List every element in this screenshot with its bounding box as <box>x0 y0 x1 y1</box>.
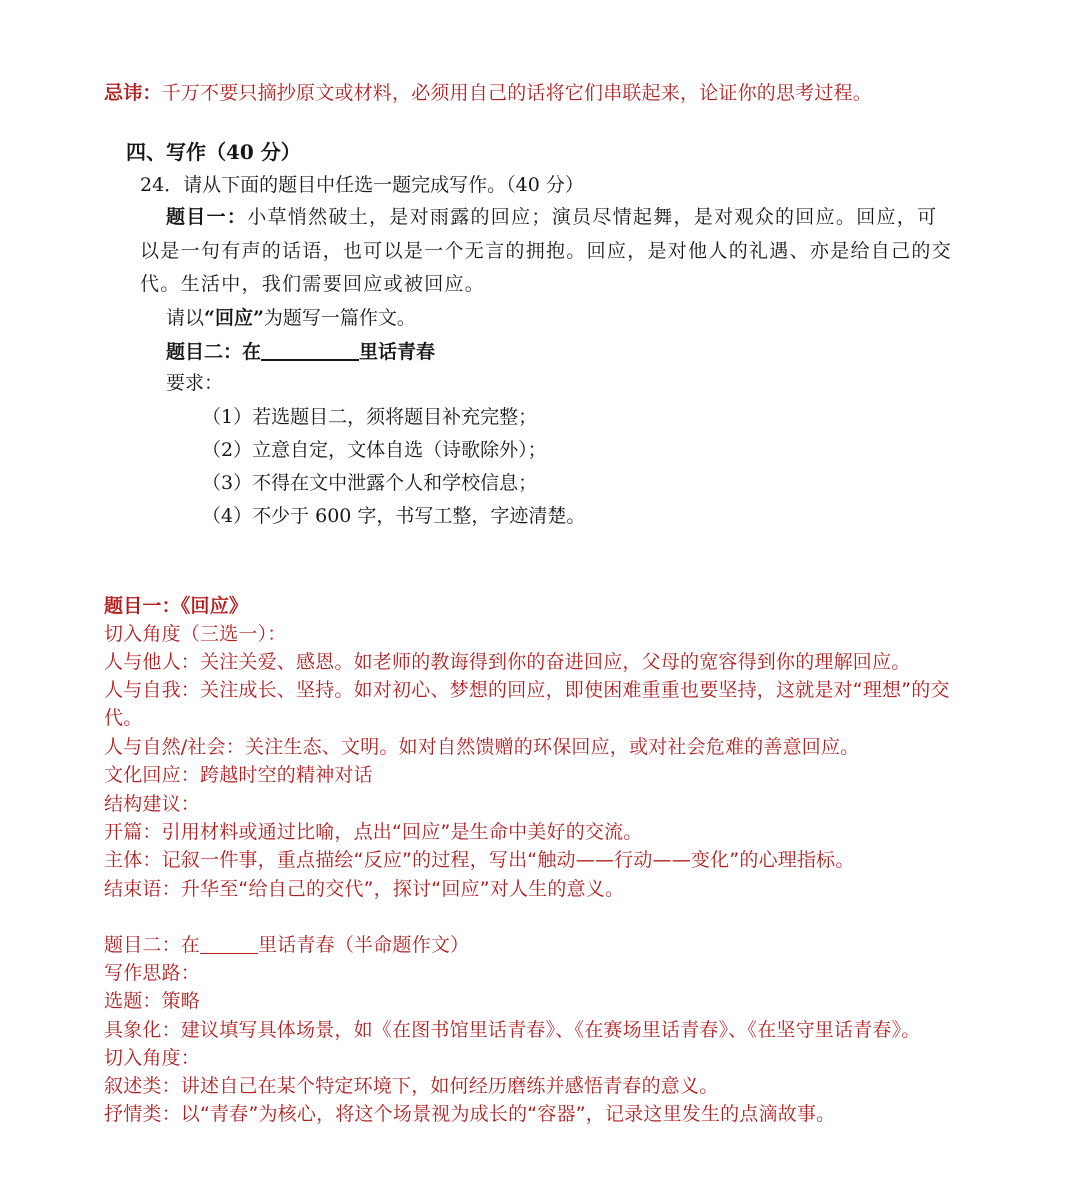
warning-label: 忌讳： <box>104 82 162 104</box>
topic2-label-pre: 题目二：在 <box>166 341 262 363</box>
guide-angle-2: 人与自我：关注成长、坚持。如对初心、梦想的回应，即使困难重重也要坚持，这就是对“理想”的交 <box>104 679 950 701</box>
guide-topic2-title <box>104 936 469 955</box>
requirement-3: （3）不得在文中泄露个人和学校信息； <box>202 472 538 494</box>
topic2-blank <box>261 341 359 361</box>
guide-angle-1: 人与他人：关注关爱、感恩。如老师的教诲得到你的奋进回应，父母的宽容得到你的理解回应。 <box>104 651 911 673</box>
guide-structure-3: 结束语：升华至“给自己的交代”，探讨“回应”对人生的意义。 <box>104 878 625 900</box>
topic1-text-line1: 小草悄然破土，是对雨露的回应；演员尽情起舞，是对观众的回应。回应，可 <box>247 206 938 228</box>
question-24: 24．请从下面的题目中任选一题完成写作。（40 分） <box>140 174 584 196</box>
guide-topic2-blank <box>200 937 258 954</box>
requirement-1: （1）若选题目二，须将题目补充完整； <box>202 406 538 428</box>
guide-concrete: 具象化：建议填写具体场景，如《在图书馆里话青春》、《在赛场里话青春》、《在坚守里话青春》。 <box>104 1019 921 1041</box>
topic1-line2: 以是一句有声的话语，也可以是一个无言的拥抱。回应，是对他人的礼遇、亦是给自己的交 <box>140 240 953 262</box>
guide-angle-3: 人与自然/社会：关注生态、文明。如对自然馈赠的环保回应，或对社会危难的善意回应。 <box>104 736 860 758</box>
guide-topic2-title-pre: 题目二：在 <box>104 934 201 956</box>
guide-topic2-title-post: 里话青春（半命题作文） <box>258 934 470 956</box>
guide-structure-1: 开篇：引用材料或通过比喻，点出“回应”是生命中美好的交流。 <box>104 821 643 843</box>
requirement-2: （2）立意自定，文体自选（诗歌除外）； <box>202 439 547 461</box>
warning-text: 千万不要只摘抄原文或材料，必须用自己的话将它们串联起来，论证你的思考过程。 <box>161 82 873 104</box>
topic1-label: 题目一： <box>166 206 248 228</box>
guide-narrative: 叙述类：讲述自己在某个特定环境下，如何经历磨练并感悟青春的意义。 <box>104 1075 719 1097</box>
requirement-4: （4）不少于 600 字，书写工整，字迹清楚。 <box>202 505 586 527</box>
guide-structure-2: 主体：记叙一件事，重点描绘“反应”的过程，写出“触动——行动——变化”的心理指标。 <box>104 849 855 871</box>
guide-topic-choice: 选题：策略 <box>104 990 201 1012</box>
topic1-line3: 代。生活中，我们需要回应或被回应。 <box>140 273 486 295</box>
guide-lyric: 抒情类：以“青春”为核心，将这个场景视为成长的“容器”，记录这里发生的点滴故事。 <box>104 1103 836 1125</box>
topic1-prompt-title: “回应” <box>204 307 264 329</box>
section-title: 四、写作（40 分） <box>126 140 301 164</box>
guide-topic1-title: 题目一：《回应》 <box>104 595 249 617</box>
guide-angle2-label: 切入角度： <box>104 1047 201 1069</box>
topic1-prompt-post: 为题写一篇作文。 <box>263 307 416 329</box>
guide-angle-4: 文化回应：跨越时空的精神对话 <box>104 764 373 786</box>
guide-angle-label: 切入角度（三选一）： <box>104 623 287 645</box>
guide-thinking-label: 写作思路： <box>104 962 201 984</box>
topic2-line <box>166 341 435 362</box>
warning-line <box>104 84 872 103</box>
guide-structure-label: 结构建议： <box>104 793 201 815</box>
guide-angle-2-cont: 代。 <box>104 707 143 729</box>
topic2-label-post: 里话青春 <box>359 341 436 363</box>
topic1-line1 <box>166 208 937 227</box>
topic1-prompt <box>166 309 416 328</box>
topic1-prompt-pre: 请以 <box>166 307 205 329</box>
requirements-label: 要求： <box>166 372 224 394</box>
